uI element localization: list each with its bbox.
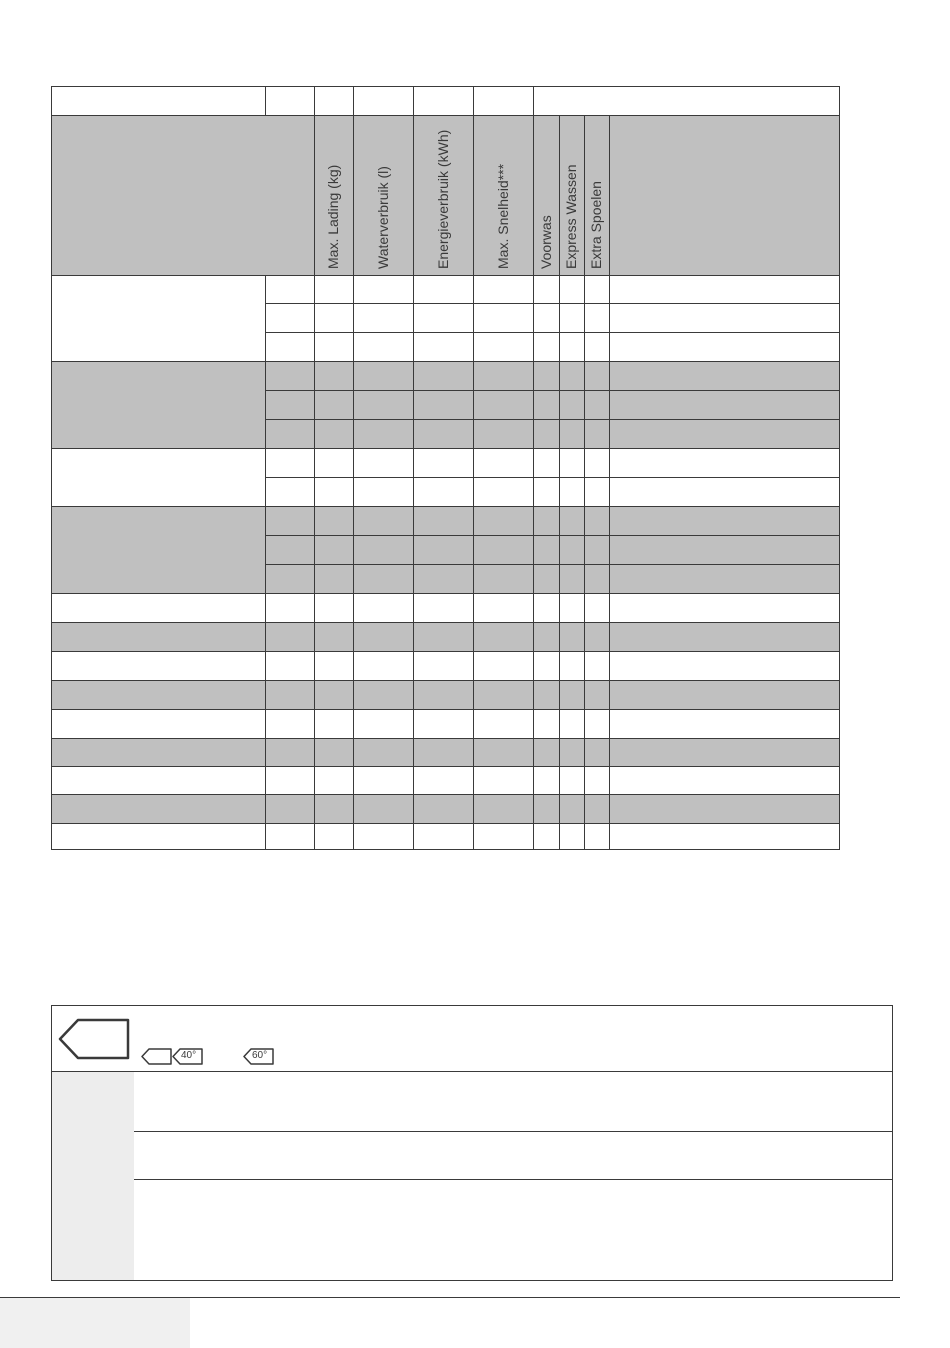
row-group-band bbox=[52, 361, 839, 448]
program-table bbox=[51, 86, 840, 850]
footer-block bbox=[0, 1298, 190, 1348]
label-tag-icon bbox=[58, 1018, 130, 1060]
row-band bbox=[52, 622, 839, 651]
col-header-prewash: Voorwas bbox=[538, 215, 554, 269]
info-box bbox=[51, 1005, 893, 1281]
info-side-panel bbox=[52, 1072, 134, 1280]
col-header-water-usage: Waterverbruik (l) bbox=[375, 166, 391, 269]
temp-tag-40 bbox=[172, 1048, 203, 1065]
col-header-energy-usage: Energieverbruik (kWh) bbox=[435, 129, 451, 269]
row-band bbox=[52, 794, 839, 823]
col-header-max-speed: Max. Snelheid*** bbox=[495, 163, 511, 269]
col-header-express-wash: Express Wassen bbox=[563, 164, 579, 269]
row-group-band bbox=[52, 506, 839, 593]
col-header-max-load: Max. Lading (kg) bbox=[325, 164, 341, 269]
temp-tag-60 bbox=[243, 1048, 274, 1065]
row-band bbox=[52, 680, 839, 709]
col-header-extra-rinse: Extra Spoelen bbox=[588, 181, 604, 269]
row-band bbox=[52, 738, 839, 766]
temp-tag-60-label: 60° bbox=[252, 1050, 268, 1061]
temp-tag-40-label: 40° bbox=[181, 1050, 197, 1061]
small-tag-icon bbox=[141, 1048, 172, 1065]
